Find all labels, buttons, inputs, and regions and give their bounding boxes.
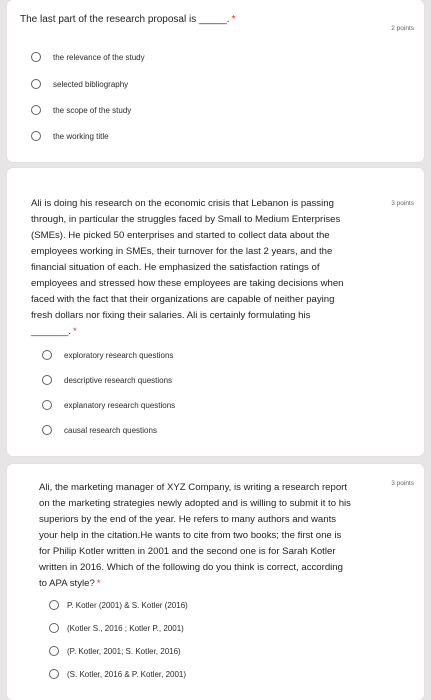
question-line: on the marketing strategies newly adopted and is willing to submit it to his — [39, 498, 351, 509]
q2-option-4[interactable] — [42, 425, 157, 435]
q3-option-1[interactable] — [49, 600, 188, 610]
required-marker: * — [73, 326, 77, 337]
q3-option-2[interactable] — [49, 623, 184, 633]
option-label: (Kotler S., 2016 ; Kotler P., 2001) — [67, 623, 184, 633]
question-line: employees and stressed how these employees are taking decisions when — [31, 278, 344, 289]
radio-button[interactable] — [49, 623, 59, 633]
question-line: superiors by the end of the year. He refers to many authors and wants — [39, 514, 337, 525]
q1-option-4[interactable] — [31, 131, 109, 141]
radio-button[interactable] — [31, 79, 41, 89]
option-label: the relevance of the study — [53, 52, 145, 62]
question-1-text — [20, 12, 235, 28]
radio-button[interactable] — [49, 646, 59, 656]
question-line: to APA style? — [39, 578, 95, 589]
question-1-points: 2 points — [391, 25, 414, 32]
question-line: (SMEs). He picked 50 enterprises and started to collect data about the — [31, 230, 330, 241]
q2-option-1[interactable] — [42, 350, 173, 360]
radio-button[interactable] — [31, 52, 41, 62]
question-line: for Philip Kotler written in 2001 and the second one is for Sarah Kotler — [39, 546, 336, 557]
q1-option-1[interactable] — [31, 52, 145, 62]
option-label: explanatory research questions — [64, 400, 176, 410]
question-line: fresh dollars nor fixing their salaries. Ali is certainly formulating his — [31, 310, 311, 321]
question-line: Ali, the marketing manager of XYZ Company, is writing a research report — [39, 482, 348, 493]
question-2-text — [31, 196, 391, 340]
q3-option-3[interactable] — [49, 646, 181, 656]
question-line: your help in the citation.He wants to cite from two books; the first one is — [39, 530, 342, 541]
q2-option-3[interactable] — [42, 400, 175, 410]
question-line: financial situation of each. He emphasized the satisfaction ratings of — [31, 262, 320, 273]
question-line-blank — [31, 324, 391, 340]
q1-option-2[interactable] — [31, 79, 128, 89]
question-3-points: 3 points — [391, 480, 414, 487]
option-label: exploratory research questions — [64, 350, 174, 360]
radio-button[interactable] — [42, 350, 52, 360]
option-label: (S. Kotler, 2016 & P. Kotler, 2001) — [67, 669, 187, 679]
option-label: the working title — [53, 131, 109, 141]
question-line: written in 2016. Which of the following do you think is correct, according — [39, 562, 343, 573]
question-3-text — [39, 480, 391, 592]
question-card-2 — [7, 168, 424, 456]
radio-button[interactable] — [49, 669, 59, 679]
option-label: the scope of the study — [53, 105, 132, 115]
question-1-label: The last part of the research proposal is _____. — [20, 14, 230, 25]
required-marker: * — [231, 14, 236, 25]
option-label: selected bibliography — [53, 79, 129, 89]
radio-button[interactable] — [42, 400, 52, 410]
option-label: (P. Kotler, 2001; S. Kotler, 2016) — [67, 646, 181, 656]
radio-button[interactable] — [49, 600, 59, 610]
radio-button[interactable] — [42, 425, 52, 435]
option-label: P. Kotler (2001) & S. Kotler (2016) — [67, 600, 188, 610]
question-line-last — [39, 576, 391, 592]
q3-option-4[interactable] — [49, 669, 186, 679]
option-label: descriptive research questions — [64, 375, 173, 385]
question-line: through, in particular the struggles faced by Small to Medium Enterprises — [31, 214, 341, 225]
q2-option-2[interactable] — [42, 375, 172, 385]
option-label: causal research questions — [64, 425, 157, 435]
radio-button[interactable] — [31, 131, 41, 141]
question-card-1 — [7, 0, 424, 162]
question-card-3 — [7, 464, 424, 700]
question-2-points: 3 points — [391, 200, 414, 207]
q1-option-3[interactable] — [31, 105, 131, 115]
question-line: faced with the fact that their organizations are capable of neither paying — [31, 294, 335, 305]
question-line: employees working in SMEs, their turnover for the last 2 years, and the — [31, 246, 333, 257]
question-line: Ali is doing his research on the economic crisis that Lebanon is passing — [31, 198, 334, 209]
blank-text: _______. — [31, 326, 72, 337]
required-marker: * — [96, 578, 101, 589]
radio-button[interactable] — [31, 105, 41, 115]
radio-button[interactable] — [42, 375, 52, 385]
